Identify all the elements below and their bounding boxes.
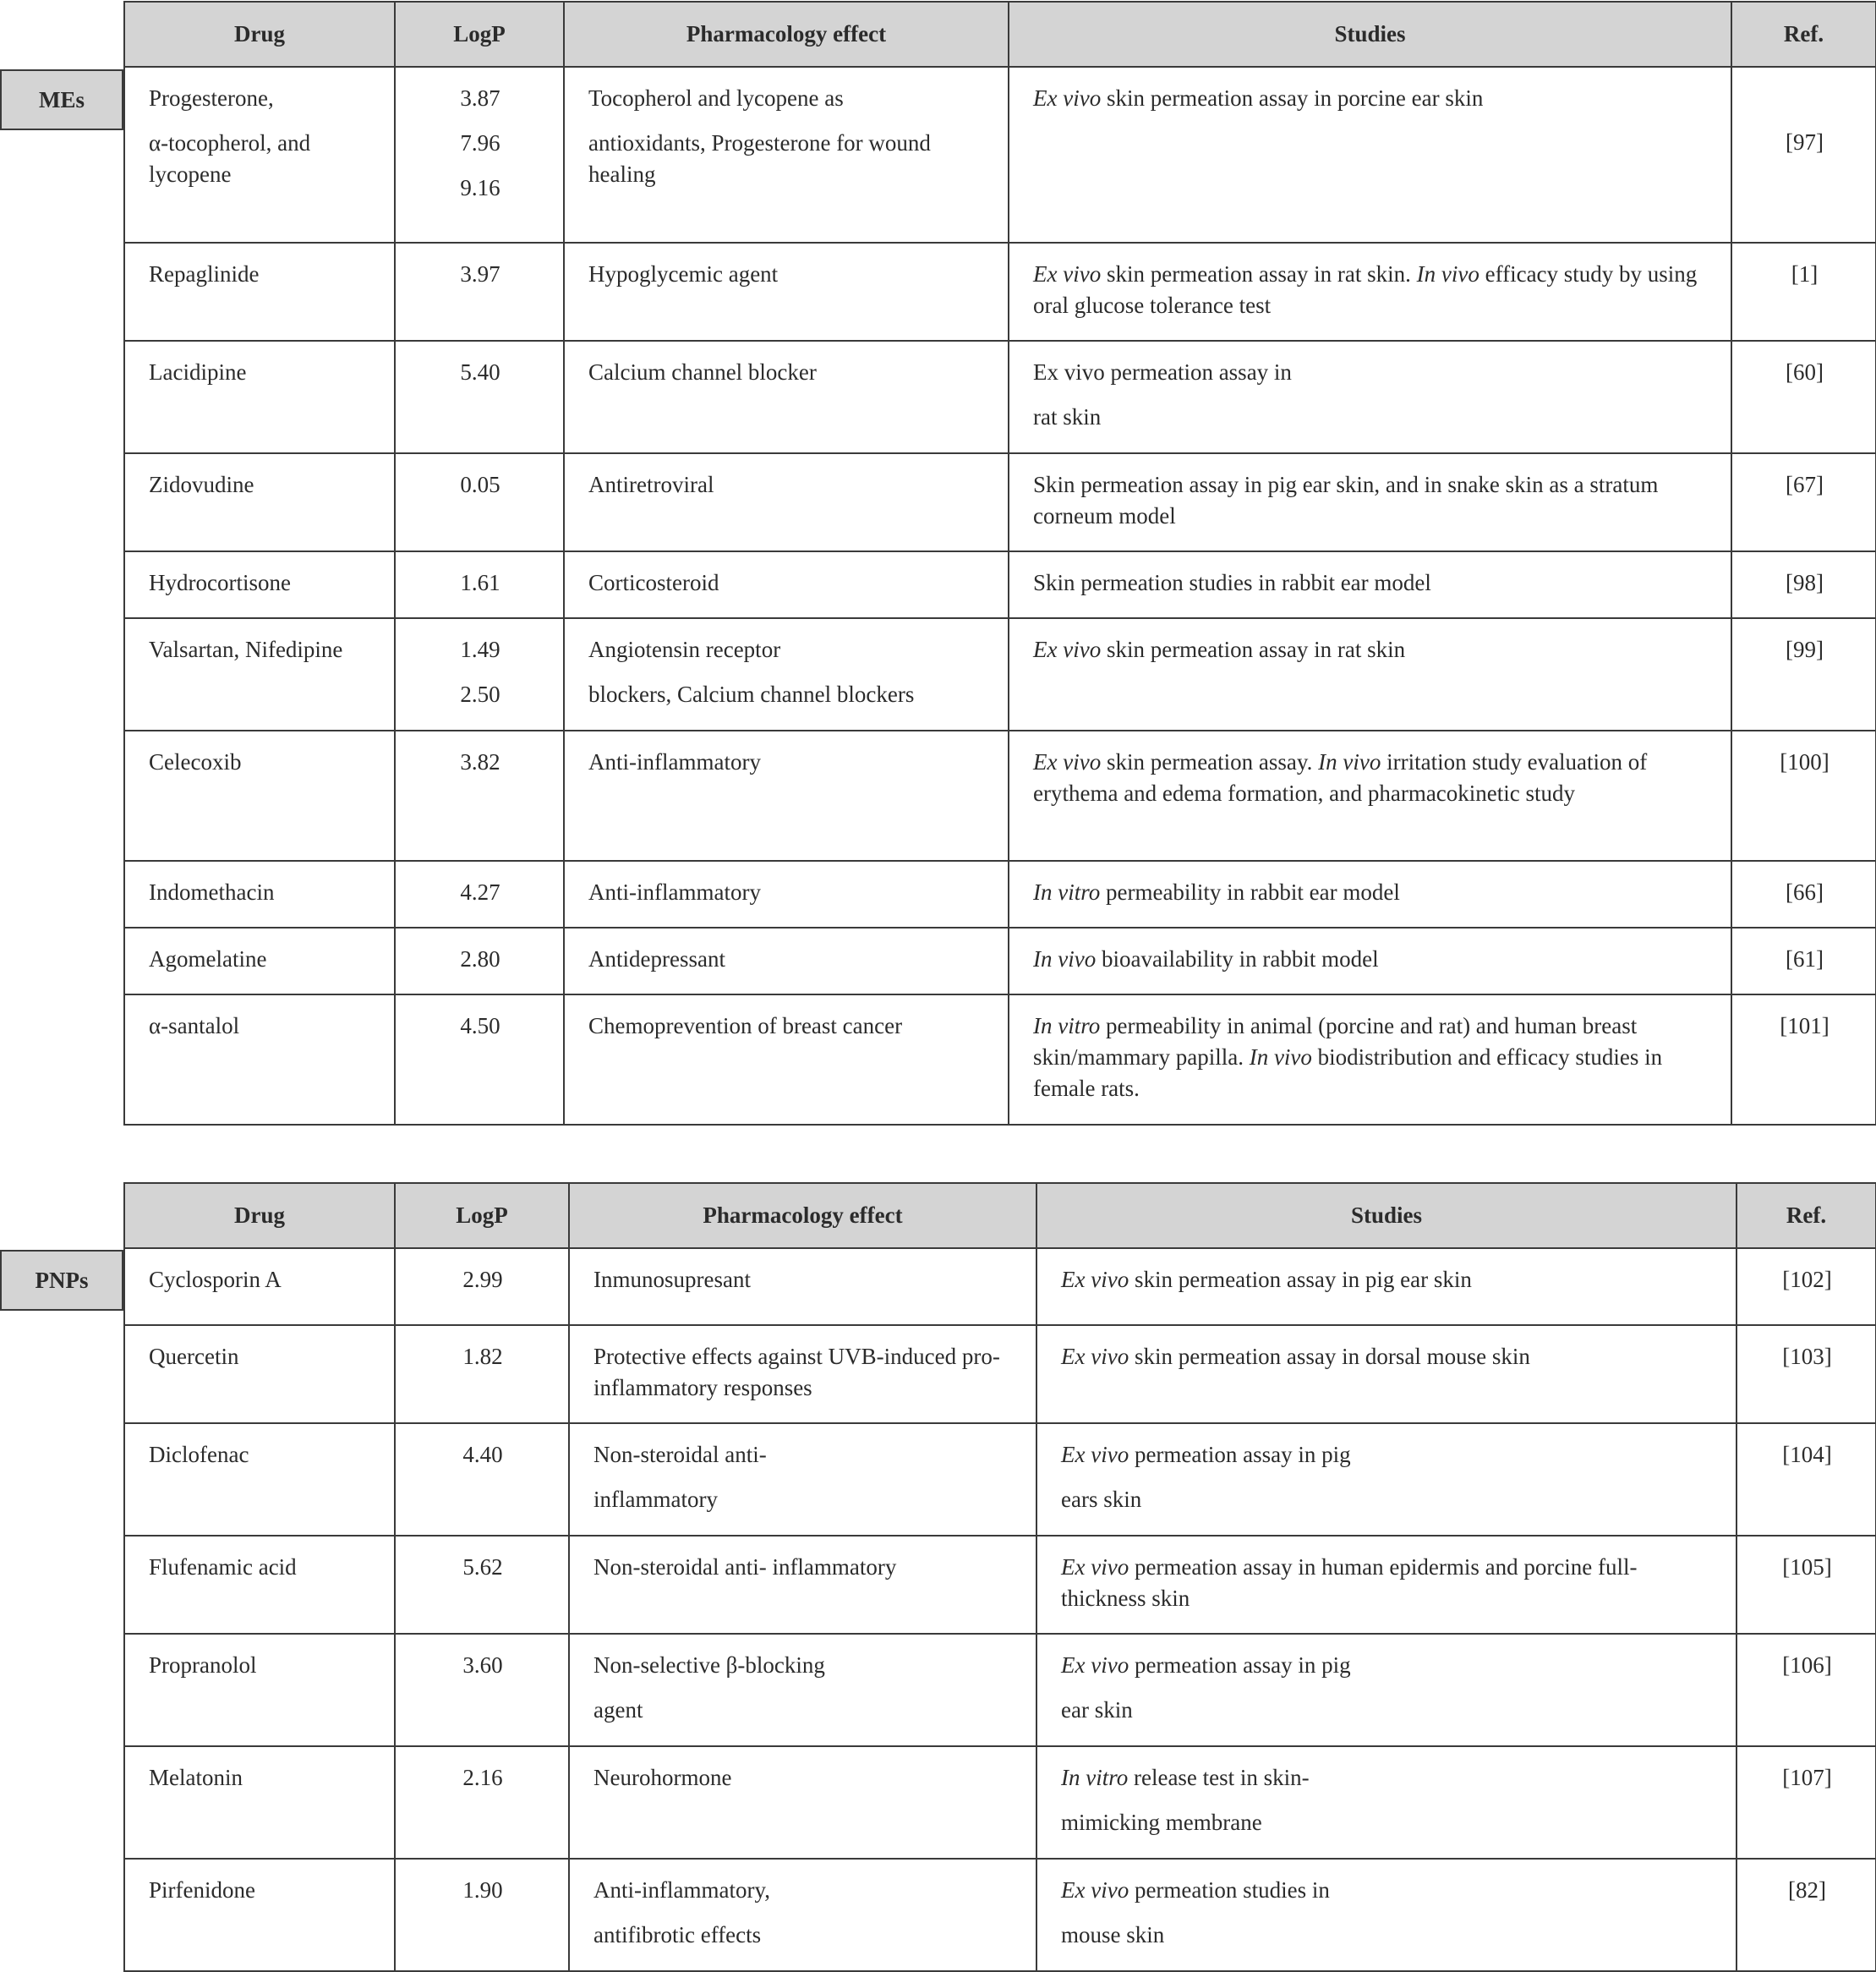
studies-text: efficacy study by using oral glucose tolerance test bbox=[1033, 261, 1698, 318]
logp-line: 3.87 bbox=[460, 85, 500, 111]
cell-effect bbox=[569, 1859, 1036, 1971]
logp-line: 3.60 bbox=[462, 1652, 503, 1678]
table-row bbox=[124, 1746, 1876, 1859]
studies-line bbox=[1061, 1875, 1714, 1906]
effect-line: Hypoglycemic agent bbox=[588, 261, 779, 287]
header-ref: Ref. bbox=[1731, 2, 1876, 67]
cell-effect bbox=[569, 1746, 1036, 1859]
cell-ref: [100] bbox=[1731, 731, 1876, 861]
group-tag-pnps: PNPs bbox=[0, 1250, 123, 1311]
cell-logp bbox=[395, 1423, 569, 1536]
effect-line: Angiotensin receptor bbox=[588, 637, 781, 662]
drug-line: α-tocopherol, and lycopene bbox=[149, 130, 311, 187]
table-row bbox=[124, 1634, 1876, 1746]
logp-line: 1.61 bbox=[460, 570, 500, 595]
cell-logp bbox=[395, 1859, 569, 1971]
cell-logp bbox=[395, 453, 564, 551]
logp-line: 5.62 bbox=[462, 1554, 503, 1580]
cell-effect bbox=[569, 1325, 1036, 1423]
cell-studies bbox=[1009, 67, 1731, 243]
logp-line: 1.49 bbox=[460, 637, 500, 662]
cell-ref: [102] bbox=[1737, 1248, 1876, 1325]
studies-text: rat skin bbox=[1033, 404, 1102, 430]
cell-drug bbox=[124, 243, 395, 341]
cell-studies bbox=[1009, 453, 1731, 551]
logp-line: 2.99 bbox=[462, 1267, 503, 1292]
studies-italic-text: In vivo bbox=[1318, 749, 1381, 775]
cell-studies bbox=[1036, 1423, 1737, 1536]
studies-line bbox=[1061, 1762, 1714, 1794]
drug-line: α-santalol bbox=[149, 1013, 240, 1038]
cell-drug bbox=[124, 1859, 395, 1971]
header-row bbox=[124, 2, 1876, 67]
drug-line: Celecoxib bbox=[149, 749, 242, 775]
studies-text: Ex vivo permeation assay in bbox=[1033, 359, 1292, 385]
effect-line: Antidepressant bbox=[588, 946, 725, 972]
studies-italic-text: In vitro bbox=[1033, 879, 1101, 905]
pnps-table bbox=[123, 1182, 1876, 1972]
studies-italic-text: Ex vivo bbox=[1033, 637, 1102, 662]
studies-line bbox=[1033, 357, 1709, 388]
effect-line: Tocopherol and lycopene as bbox=[588, 85, 844, 111]
cell-ref: [106] bbox=[1737, 1634, 1876, 1746]
studies-line bbox=[1033, 402, 1709, 433]
cell-logp bbox=[395, 341, 564, 453]
cell-studies bbox=[1009, 551, 1731, 618]
cell-drug bbox=[124, 1746, 395, 1859]
cell-drug bbox=[124, 67, 395, 243]
table-row bbox=[124, 731, 1876, 861]
cell-studies bbox=[1009, 861, 1731, 928]
studies-line bbox=[1061, 1650, 1714, 1681]
studies-text: irritation study evaluation of erythema and edema formation, and pharmacokinetic study bbox=[1033, 749, 1648, 806]
cell-drug bbox=[124, 551, 395, 618]
cell-logp bbox=[395, 928, 564, 994]
cell-ref: [104] bbox=[1737, 1423, 1876, 1536]
header-effect: Pharmacology effect bbox=[569, 1183, 1036, 1248]
cell-drug bbox=[124, 731, 395, 861]
cell-drug bbox=[124, 1423, 395, 1536]
studies-text: bioavailability in rabbit model bbox=[1096, 946, 1379, 972]
effect-line: Calcium channel blocker bbox=[588, 359, 817, 385]
cell-studies bbox=[1036, 1325, 1737, 1423]
studies-text: skin permeation assay. bbox=[1101, 749, 1319, 775]
cell-drug bbox=[124, 453, 395, 551]
cell-drug bbox=[124, 1325, 395, 1423]
table-row bbox=[124, 1248, 1876, 1325]
effect-line: antifibrotic effects bbox=[593, 1922, 762, 1947]
drug-line: Valsartan, Nifedipine bbox=[149, 637, 343, 662]
effect-line: Anti-inflammatory bbox=[588, 749, 761, 775]
drug-line: Lacidipine bbox=[149, 359, 247, 385]
cell-effect bbox=[564, 243, 1009, 341]
logp-line: 4.50 bbox=[460, 1013, 500, 1038]
effect-line: Non-steroidal anti- inflammatory bbox=[593, 1554, 897, 1580]
cell-studies bbox=[1036, 1746, 1737, 1859]
table-row bbox=[124, 1423, 1876, 1536]
studies-text: skin permeation assay in porcine ear skin bbox=[1101, 85, 1484, 111]
studies-italic-text: In vitro bbox=[1061, 1765, 1129, 1790]
cell-drug bbox=[124, 994, 395, 1125]
group-tag-mes: MEs bbox=[0, 69, 123, 130]
studies-italic-text: Ex vivo bbox=[1033, 749, 1102, 775]
cell-studies bbox=[1036, 1536, 1737, 1634]
cell-logp bbox=[395, 1325, 569, 1423]
studies-line bbox=[1033, 944, 1709, 975]
cell-effect bbox=[569, 1634, 1036, 1746]
cell-studies bbox=[1009, 341, 1731, 453]
cell-drug bbox=[124, 1634, 395, 1746]
cell-studies bbox=[1036, 1859, 1737, 1971]
logp-line: 9.16 bbox=[460, 175, 500, 200]
cell-logp bbox=[395, 243, 564, 341]
studies-text: permeation studies in bbox=[1129, 1877, 1330, 1903]
cell-logp bbox=[395, 551, 564, 618]
studies-line bbox=[1061, 1695, 1714, 1726]
header-ref: Ref. bbox=[1737, 1183, 1876, 1248]
cell-ref: [99] bbox=[1731, 618, 1876, 731]
studies-line bbox=[1061, 1341, 1714, 1372]
studies-text: permeability in rabbit ear model bbox=[1100, 879, 1400, 905]
effect-line: Non-selective β-blocking bbox=[593, 1652, 825, 1678]
cell-effect bbox=[564, 928, 1009, 994]
cell-studies bbox=[1036, 1634, 1737, 1746]
cell-logp bbox=[395, 861, 564, 928]
header-row bbox=[124, 1183, 1876, 1248]
cell-effect bbox=[564, 861, 1009, 928]
cell-ref: [82] bbox=[1737, 1859, 1876, 1971]
drug-line: Diclofenac bbox=[149, 1442, 249, 1467]
effect-line: antioxidants, Progesterone for wound healing bbox=[588, 130, 931, 187]
table-row bbox=[124, 1536, 1876, 1634]
drug-line: Flufenamic acid bbox=[149, 1554, 297, 1580]
studies-text: permeation assay in pig bbox=[1129, 1652, 1351, 1678]
drug-line: Hydrocortisone bbox=[149, 570, 291, 595]
cell-ref: [97] bbox=[1731, 67, 1876, 243]
cell-studies bbox=[1009, 928, 1731, 994]
studies-text: mouse skin bbox=[1061, 1922, 1165, 1947]
effect-line: blockers, Calcium channel blockers bbox=[588, 682, 915, 707]
header-drug: Drug bbox=[124, 1183, 395, 1248]
studies-line bbox=[1033, 259, 1709, 321]
studies-line bbox=[1061, 1807, 1714, 1838]
logp-line: 2.50 bbox=[460, 682, 500, 707]
cell-ref: [66] bbox=[1731, 861, 1876, 928]
logp-line: 7.96 bbox=[460, 130, 500, 156]
logp-line: 1.90 bbox=[462, 1877, 503, 1903]
cell-studies bbox=[1009, 618, 1731, 731]
logp-line: 4.40 bbox=[462, 1442, 503, 1467]
logp-line: 4.27 bbox=[460, 879, 500, 905]
studies-text: ear skin bbox=[1061, 1697, 1133, 1723]
cell-ref: [67] bbox=[1731, 453, 1876, 551]
drug-line: Progesterone, bbox=[149, 85, 274, 111]
cell-logp bbox=[395, 67, 564, 243]
logp-line: 2.80 bbox=[460, 946, 500, 972]
studies-italic-text: Ex vivo bbox=[1061, 1877, 1129, 1903]
cell-drug bbox=[124, 618, 395, 731]
studies-italic-text: Ex vivo bbox=[1061, 1442, 1129, 1467]
header-studies: Studies bbox=[1009, 2, 1731, 67]
cell-effect bbox=[564, 67, 1009, 243]
cell-effect bbox=[569, 1536, 1036, 1634]
logp-line: 3.97 bbox=[460, 261, 500, 287]
studies-text: permeation assay in pig bbox=[1129, 1442, 1351, 1467]
studies-line bbox=[1033, 747, 1709, 809]
studies-line bbox=[1061, 1484, 1714, 1515]
studies-italic-text: In vitro bbox=[1033, 1013, 1101, 1038]
drug-line: Agomelatine bbox=[149, 946, 267, 972]
cell-studies bbox=[1009, 994, 1731, 1125]
cell-ref: [60] bbox=[1731, 341, 1876, 453]
drug-line: Indomethacin bbox=[149, 879, 275, 905]
logp-line: 5.40 bbox=[460, 359, 500, 385]
header-studies: Studies bbox=[1036, 1183, 1737, 1248]
studies-text: permeability in animal (porcine and rat) and human breast skin/mammary papilla. bbox=[1033, 1013, 1638, 1070]
cell-logp bbox=[395, 994, 564, 1125]
effect-line: inflammatory bbox=[593, 1487, 718, 1512]
cell-effect bbox=[564, 994, 1009, 1125]
studies-text: ears skin bbox=[1061, 1487, 1142, 1512]
cell-drug bbox=[124, 928, 395, 994]
effect-line: Inmunosupresant bbox=[593, 1267, 751, 1292]
studies-text: Skin permeation assay in pig ear skin, and in snake skin as a stratum corneum model bbox=[1033, 472, 1659, 529]
studies-line bbox=[1033, 877, 1709, 908]
drug-line: Cyclosporin A bbox=[149, 1267, 282, 1292]
cell-logp bbox=[395, 1248, 569, 1325]
cell-effect bbox=[564, 551, 1009, 618]
cell-ref: [103] bbox=[1737, 1325, 1876, 1423]
drug-line: Pirfenidone bbox=[149, 1877, 255, 1903]
cell-ref: [98] bbox=[1731, 551, 1876, 618]
table-row bbox=[124, 618, 1876, 731]
studies-italic-text: Ex vivo bbox=[1061, 1267, 1129, 1292]
table-row bbox=[124, 453, 1876, 551]
cell-logp bbox=[395, 618, 564, 731]
studies-italic-text: In vivo bbox=[1416, 261, 1479, 287]
cell-studies bbox=[1009, 731, 1731, 861]
effect-line: Chemoprevention of breast cancer bbox=[588, 1013, 903, 1038]
drug-line: Zidovudine bbox=[149, 472, 254, 497]
studies-italic-text: Ex vivo bbox=[1033, 261, 1102, 287]
studies-line bbox=[1061, 1552, 1714, 1614]
studies-text: skin permeation assay in dorsal mouse skin bbox=[1129, 1344, 1530, 1369]
studies-line bbox=[1061, 1920, 1714, 1951]
effect-line: Non-steroidal anti- bbox=[593, 1442, 767, 1467]
cell-effect bbox=[564, 453, 1009, 551]
header-logp: LogP bbox=[395, 2, 564, 67]
cell-drug bbox=[124, 341, 395, 453]
cell-logp bbox=[395, 731, 564, 861]
studies-text: skin permeation assay in rat skin. bbox=[1101, 261, 1417, 287]
drug-line: Melatonin bbox=[149, 1765, 243, 1790]
studies-line bbox=[1033, 83, 1709, 114]
effect-line: Protective effects against UVB-induced pro-inflammatory responses bbox=[593, 1344, 1000, 1400]
studies-text: mimicking membrane bbox=[1061, 1810, 1262, 1835]
logp-line: 2.16 bbox=[462, 1765, 503, 1790]
header-logp: LogP bbox=[395, 1183, 569, 1248]
cell-drug bbox=[124, 1248, 395, 1325]
header-effect: Pharmacology effect bbox=[564, 2, 1009, 67]
studies-italic-text: Ex vivo bbox=[1061, 1344, 1129, 1369]
cell-effect bbox=[569, 1423, 1036, 1536]
cell-effect bbox=[564, 341, 1009, 453]
drug-line: Propranolol bbox=[149, 1652, 257, 1678]
studies-line bbox=[1033, 1011, 1709, 1104]
effect-line: Corticosteroid bbox=[588, 570, 719, 595]
studies-text: skin permeation assay in rat skin bbox=[1101, 637, 1406, 662]
cell-studies bbox=[1036, 1248, 1737, 1325]
logp-line: 0.05 bbox=[460, 472, 500, 497]
effect-line: Antiretroviral bbox=[588, 472, 714, 497]
header-drug: Drug bbox=[124, 2, 395, 67]
studies-italic-text: In vivo bbox=[1033, 946, 1097, 972]
logp-line: 3.82 bbox=[460, 749, 500, 775]
studies-text: Skin permeation studies in rabbit ear model bbox=[1033, 570, 1431, 595]
cell-drug bbox=[124, 861, 395, 928]
studies-italic-text: Ex vivo bbox=[1061, 1652, 1129, 1678]
studies-line bbox=[1033, 634, 1709, 666]
table-row bbox=[124, 861, 1876, 928]
effect-line: Anti-inflammatory, bbox=[593, 1877, 770, 1903]
cell-effect bbox=[564, 731, 1009, 861]
mes-table bbox=[123, 1, 1876, 1126]
studies-text: release test in skin- bbox=[1128, 1765, 1310, 1790]
cell-ref: [107] bbox=[1737, 1746, 1876, 1859]
table-row bbox=[124, 551, 1876, 618]
drug-line: Repaglinide bbox=[149, 261, 260, 287]
cell-ref: [105] bbox=[1737, 1536, 1876, 1634]
effect-line: agent bbox=[593, 1697, 643, 1723]
cell-logp bbox=[395, 1746, 569, 1859]
cell-drug bbox=[124, 1536, 395, 1634]
logp-line: 1.82 bbox=[462, 1344, 503, 1369]
table-row bbox=[124, 928, 1876, 994]
cell-ref: [1] bbox=[1731, 243, 1876, 341]
effect-line: Anti-inflammatory bbox=[588, 879, 761, 905]
cell-ref: [101] bbox=[1731, 994, 1876, 1125]
cell-effect bbox=[569, 1248, 1036, 1325]
studies-text: biodistribution and efficacy studies in female rats. bbox=[1033, 1044, 1663, 1101]
table-row bbox=[124, 1325, 1876, 1423]
studies-line bbox=[1061, 1264, 1714, 1295]
studies-italic-text: Ex vivo bbox=[1033, 85, 1102, 111]
studies-italic-text: In vivo bbox=[1249, 1044, 1312, 1070]
cell-logp bbox=[395, 1634, 569, 1746]
effect-line: Neurohormone bbox=[593, 1765, 732, 1790]
studies-line bbox=[1033, 567, 1709, 599]
table-row bbox=[124, 243, 1876, 341]
table-row bbox=[124, 341, 1876, 453]
cell-effect bbox=[564, 618, 1009, 731]
studies-text: permeation assay in human epidermis and porcine full-thickness skin bbox=[1061, 1554, 1638, 1611]
cell-studies bbox=[1009, 243, 1731, 341]
table-row bbox=[124, 67, 1876, 243]
cell-ref: [61] bbox=[1731, 928, 1876, 994]
studies-text: skin permeation assay in pig ear skin bbox=[1129, 1267, 1472, 1292]
cell-logp bbox=[395, 1536, 569, 1634]
studies-italic-text: Ex vivo bbox=[1061, 1554, 1129, 1580]
table-row bbox=[124, 1859, 1876, 1971]
studies-line bbox=[1061, 1439, 1714, 1471]
drug-line: Quercetin bbox=[149, 1344, 239, 1369]
table-row bbox=[124, 994, 1876, 1125]
studies-line bbox=[1033, 469, 1709, 532]
